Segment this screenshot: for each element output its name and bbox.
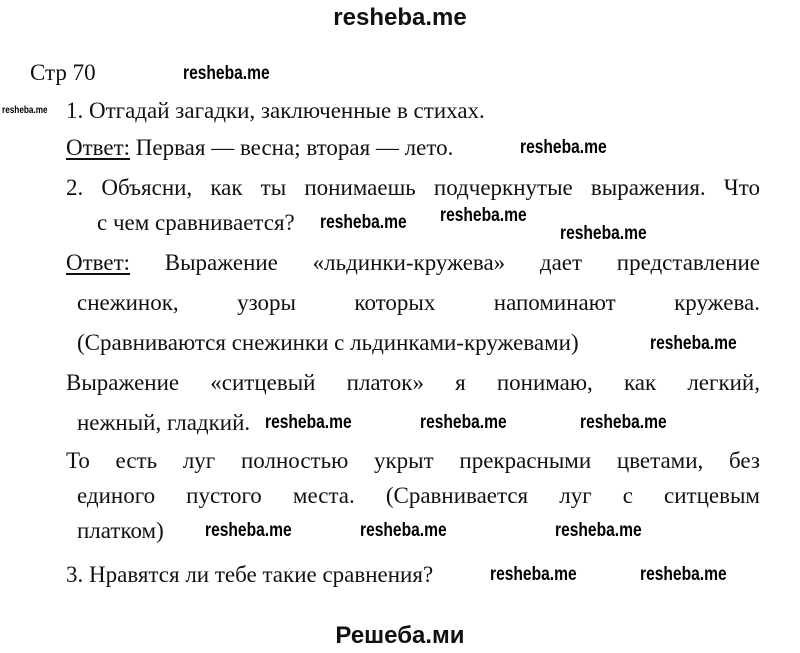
watermark: resheba.me [580,412,667,433]
watermark: resheba.me [440,205,527,226]
answer-label: Ответ: [66,135,131,160]
answer-2-line-2: снежинок, узоры которых напоминают кружева. [77,290,760,315]
page-label: Стр 70 [30,60,96,85]
site-footer: Решеба.ми [335,622,465,649]
watermark: resheba.me [2,105,48,116]
watermark: resheba.me [183,63,270,84]
question-2-line-2: с чем сравнивается? [97,210,295,235]
answer-2-line-3: (Сравниваются снежинки с льдинками-кружевами) [77,330,579,355]
watermark: resheba.me [520,137,607,158]
answer-1 [66,135,453,161]
answer-2-line-7: единого пустого места. (Сравнивается луг с ситцевым [77,483,760,508]
watermark: resheba.me [320,212,407,233]
answer-2-line-8: платком) [77,518,164,543]
watermark: resheba.me [420,412,507,433]
answer-label: Ответ: [66,250,131,275]
answer-2-line-1-text: Выражение «льдинки-кружева» дает представление [164,250,760,275]
watermark: resheba.me [640,564,727,585]
answer-2-line-6: То есть луг полностью укрыт прекрасными цветами, без [66,448,760,473]
watermark: resheba.me [555,520,642,541]
answer-2-line-1 [66,250,760,276]
answer-1-text: Первая — весна; вторая — лето. [135,135,454,160]
answer-2-line-5: нежный, гладкий. [77,410,251,435]
watermark: resheba.me [205,520,292,541]
answer-2-line-4: Выражение «ситцевый платок» я понимаю, как легкий, [66,370,760,395]
watermark: resheba.me [360,520,447,541]
watermark: resheba.me [650,333,737,354]
question-2-line-1: 2. Объясни, как ты понимаешь подчеркнутые выражения. Что [66,175,760,200]
site-header: resheba.me [333,4,467,31]
question-3: 3. Нравятся ли тебе такие сравнения? [66,562,434,587]
watermark: resheba.me [265,412,352,433]
question-1: 1. Отгадай загадки, заключенные в стихах. [66,98,485,123]
watermark: resheba.me [490,564,577,585]
watermark: resheba.me [560,223,647,244]
